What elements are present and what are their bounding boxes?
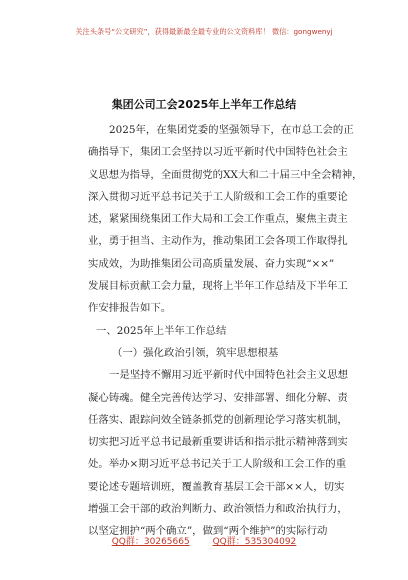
- paragraph-line: 确指导下，集团工会坚持以习近平新时代中国特色社会主: [88, 146, 348, 159]
- document-body: [88, 119, 363, 543]
- paragraph-line: 以坚定拥护“两个确立”，做到“两个维护”的实际行动: [88, 525, 328, 538]
- section-heading: 一、2025年上半年工作总结: [96, 324, 227, 337]
- header-promo-note: 关注头条号“公文研究”，获得最新最全最专业的公文资料库！ 微信：gongwenyj: [75, 27, 333, 36]
- paragraph-line: 实成效，为助推集团公司高质量发展、奋力实现“××”: [88, 257, 335, 270]
- paragraph-line: 业，勇于担当、主动作为，推动集团工会各项工作取得扎: [88, 235, 348, 248]
- footer-contact: [0, 534, 408, 547]
- paragraph-line: 一是坚持不懈用习近平新时代中国特色社会主义思想: [109, 369, 348, 382]
- paragraph-line: 义思想为指导，全面贯彻党的XX大和二十届三中全会精神，: [88, 168, 363, 181]
- paragraph-line: 切实把习近平总书记最新重要讲话和指示批示精神落到实: [88, 436, 348, 449]
- paragraph-line: 凝心铸魂。健全完善传达学习、安排部署、细化分解、责: [88, 391, 348, 404]
- paragraph-line: 增强工会干部的政治判断力、政治领悟力和政治执行力，: [88, 503, 348, 516]
- paragraph-line: 深入贯彻习近平总书记关于工人阶级和工会工作的重要论: [88, 190, 348, 203]
- paragraph-line: 任落实、跟踪问效全链条抓党的创新理论学习落实机制，: [88, 413, 348, 426]
- paragraph-line: 要论述专题培训班，覆盖教育基层工会干部××人，切实: [88, 480, 345, 493]
- paragraph-line: 述，紧紧围绕集团工作大局和工会工作重点，聚焦主责主: [88, 213, 348, 226]
- paragraph-line: 发展目标贡献工会力量，现将上半年工作总结及下半年工: [88, 280, 348, 293]
- paragraph-line: 2025年，在集团党委的坚强领导下，在市总工会的正: [109, 124, 354, 136]
- paragraph-line: 处。举办×期习近平总书记关于工人阶级和工会工作的重: [88, 458, 347, 471]
- qq-group-link-2[interactable]: QQ群：535304092: [212, 537, 297, 547]
- qq-group-link-1[interactable]: QQ群：30265665: [111, 537, 190, 547]
- paragraph-line: 作安排报告如下。: [88, 302, 172, 315]
- subsection-heading: （一）强化政治引领，筑牢思想根基: [112, 346, 279, 359]
- document-title: 集团公司工会2025年上半年工作总结: [111, 98, 297, 111]
